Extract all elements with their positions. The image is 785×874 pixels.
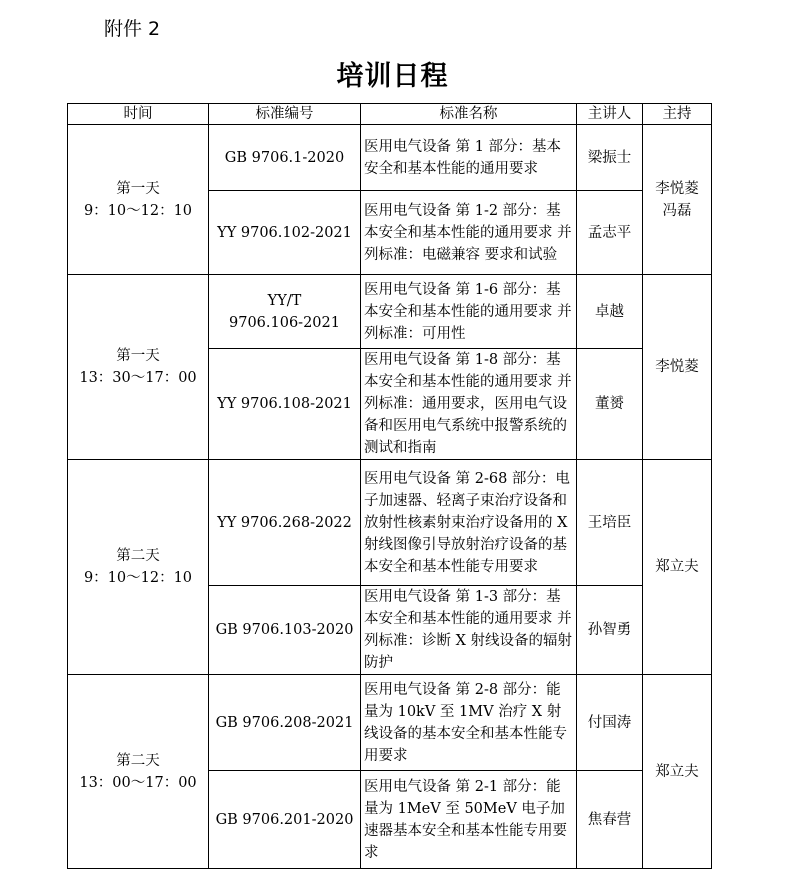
standard-code: GB 9706.1-2020 bbox=[209, 125, 361, 191]
header-name: 标准名称 bbox=[361, 104, 577, 125]
session-time-cell bbox=[68, 275, 209, 460]
speaker: 王培臣 bbox=[577, 460, 643, 586]
session-day: 第二天 bbox=[116, 752, 160, 769]
session-time: 9：10～12：10 bbox=[83, 570, 193, 586]
standard-name: 医用电气设备 第 1-6 部分：基本安全和基本性能的通用要求 并列标准：可用性 bbox=[361, 275, 577, 349]
standard-name: 医用电气设备 第 1-3 部分：基本安全和基本性能的通用要求 并列标准：诊断 X 射线设备的辐射防护 bbox=[361, 586, 577, 675]
speaker: 付国涛 bbox=[577, 675, 643, 771]
standard-name: 医用电气设备 第 1-8 部分：基本安全和基本性能的通用要求 并列标准：通用要求，医用电气设备和医用电气系统中报警系统的测试和指南 bbox=[361, 349, 577, 460]
header-host: 主持 bbox=[643, 104, 712, 125]
session-time: 13：30～17：00 bbox=[79, 370, 197, 386]
standard-name: 医用电气设备 第 2-1 部分：能量为 1MeV 至 50MeV 电子加速器基本安全和基本性能专用要求 bbox=[361, 771, 577, 869]
session-time: 13：00～17：00 bbox=[79, 774, 197, 791]
schedule-table bbox=[67, 103, 712, 869]
table-row bbox=[68, 275, 712, 349]
session-day: 第二天 bbox=[116, 548, 160, 564]
host: 郑立夫 bbox=[643, 460, 712, 675]
session-day: 第一天 bbox=[116, 180, 160, 197]
speaker: 焦春营 bbox=[577, 771, 643, 869]
page-title: 培训日程 bbox=[336, 61, 449, 92]
table-row bbox=[68, 125, 712, 191]
standard-code: GB 9706.201-2020 bbox=[209, 771, 361, 869]
speaker: 董赟 bbox=[577, 349, 643, 460]
speaker: 孟志平 bbox=[577, 191, 643, 275]
standard-code: YY 9706.268-2022 bbox=[209, 460, 361, 586]
standard-name: 医用电气设备 第 1 部分：基本安全和基本性能的通用要求 bbox=[361, 125, 577, 191]
standard-name: 医用电气设备 第 1-2 部分：基本安全和基本性能的通用要求 并列标准：电磁兼容 要求和试验 bbox=[361, 191, 577, 275]
standard-code: YY 9706.108-2021 bbox=[209, 349, 361, 460]
table-row bbox=[68, 460, 712, 586]
header-time: 时间 bbox=[68, 104, 209, 125]
session-time-cell bbox=[68, 125, 209, 275]
session-time-cell bbox=[68, 675, 209, 869]
standard-name: 医用电气设备 第 2-68 部分：电子加速器、轻离子束治疗设备和放射性核素射束治疗设备用的 X 射线图像引导放射治疗设备的基本安全和基本性能专用要求 bbox=[361, 460, 577, 586]
attachment-label: 附件 2 bbox=[104, 18, 161, 40]
speaker: 梁振士 bbox=[577, 125, 643, 191]
standard-code: YY/T 9706.106-2021 bbox=[209, 275, 361, 349]
standard-name: 医用电气设备 第 2-8 部分：能量为 10kV 至 1MV 治疗 X 射线设备的基本安全和基本性能专用要求 bbox=[361, 675, 577, 771]
table-row bbox=[68, 675, 712, 771]
host: 郑立夫 bbox=[643, 675, 712, 869]
header-speaker: 主讲人 bbox=[577, 104, 643, 125]
session-day: 第一天 bbox=[116, 348, 160, 364]
host: 李悦菱 bbox=[643, 275, 712, 460]
host: 李悦菱 冯磊 bbox=[643, 125, 712, 275]
standard-code: GB 9706.208-2021 bbox=[209, 675, 361, 771]
table-header-row bbox=[68, 104, 712, 125]
session-time-cell bbox=[68, 460, 209, 675]
speaker: 孙智勇 bbox=[577, 586, 643, 675]
speaker: 卓越 bbox=[577, 275, 643, 349]
standard-code: GB 9706.103-2020 bbox=[209, 586, 361, 675]
standard-code: YY 9706.102-2021 bbox=[209, 191, 361, 275]
session-time: 9：10～12：10 bbox=[83, 202, 193, 219]
header-code: 标准编号 bbox=[209, 104, 361, 125]
